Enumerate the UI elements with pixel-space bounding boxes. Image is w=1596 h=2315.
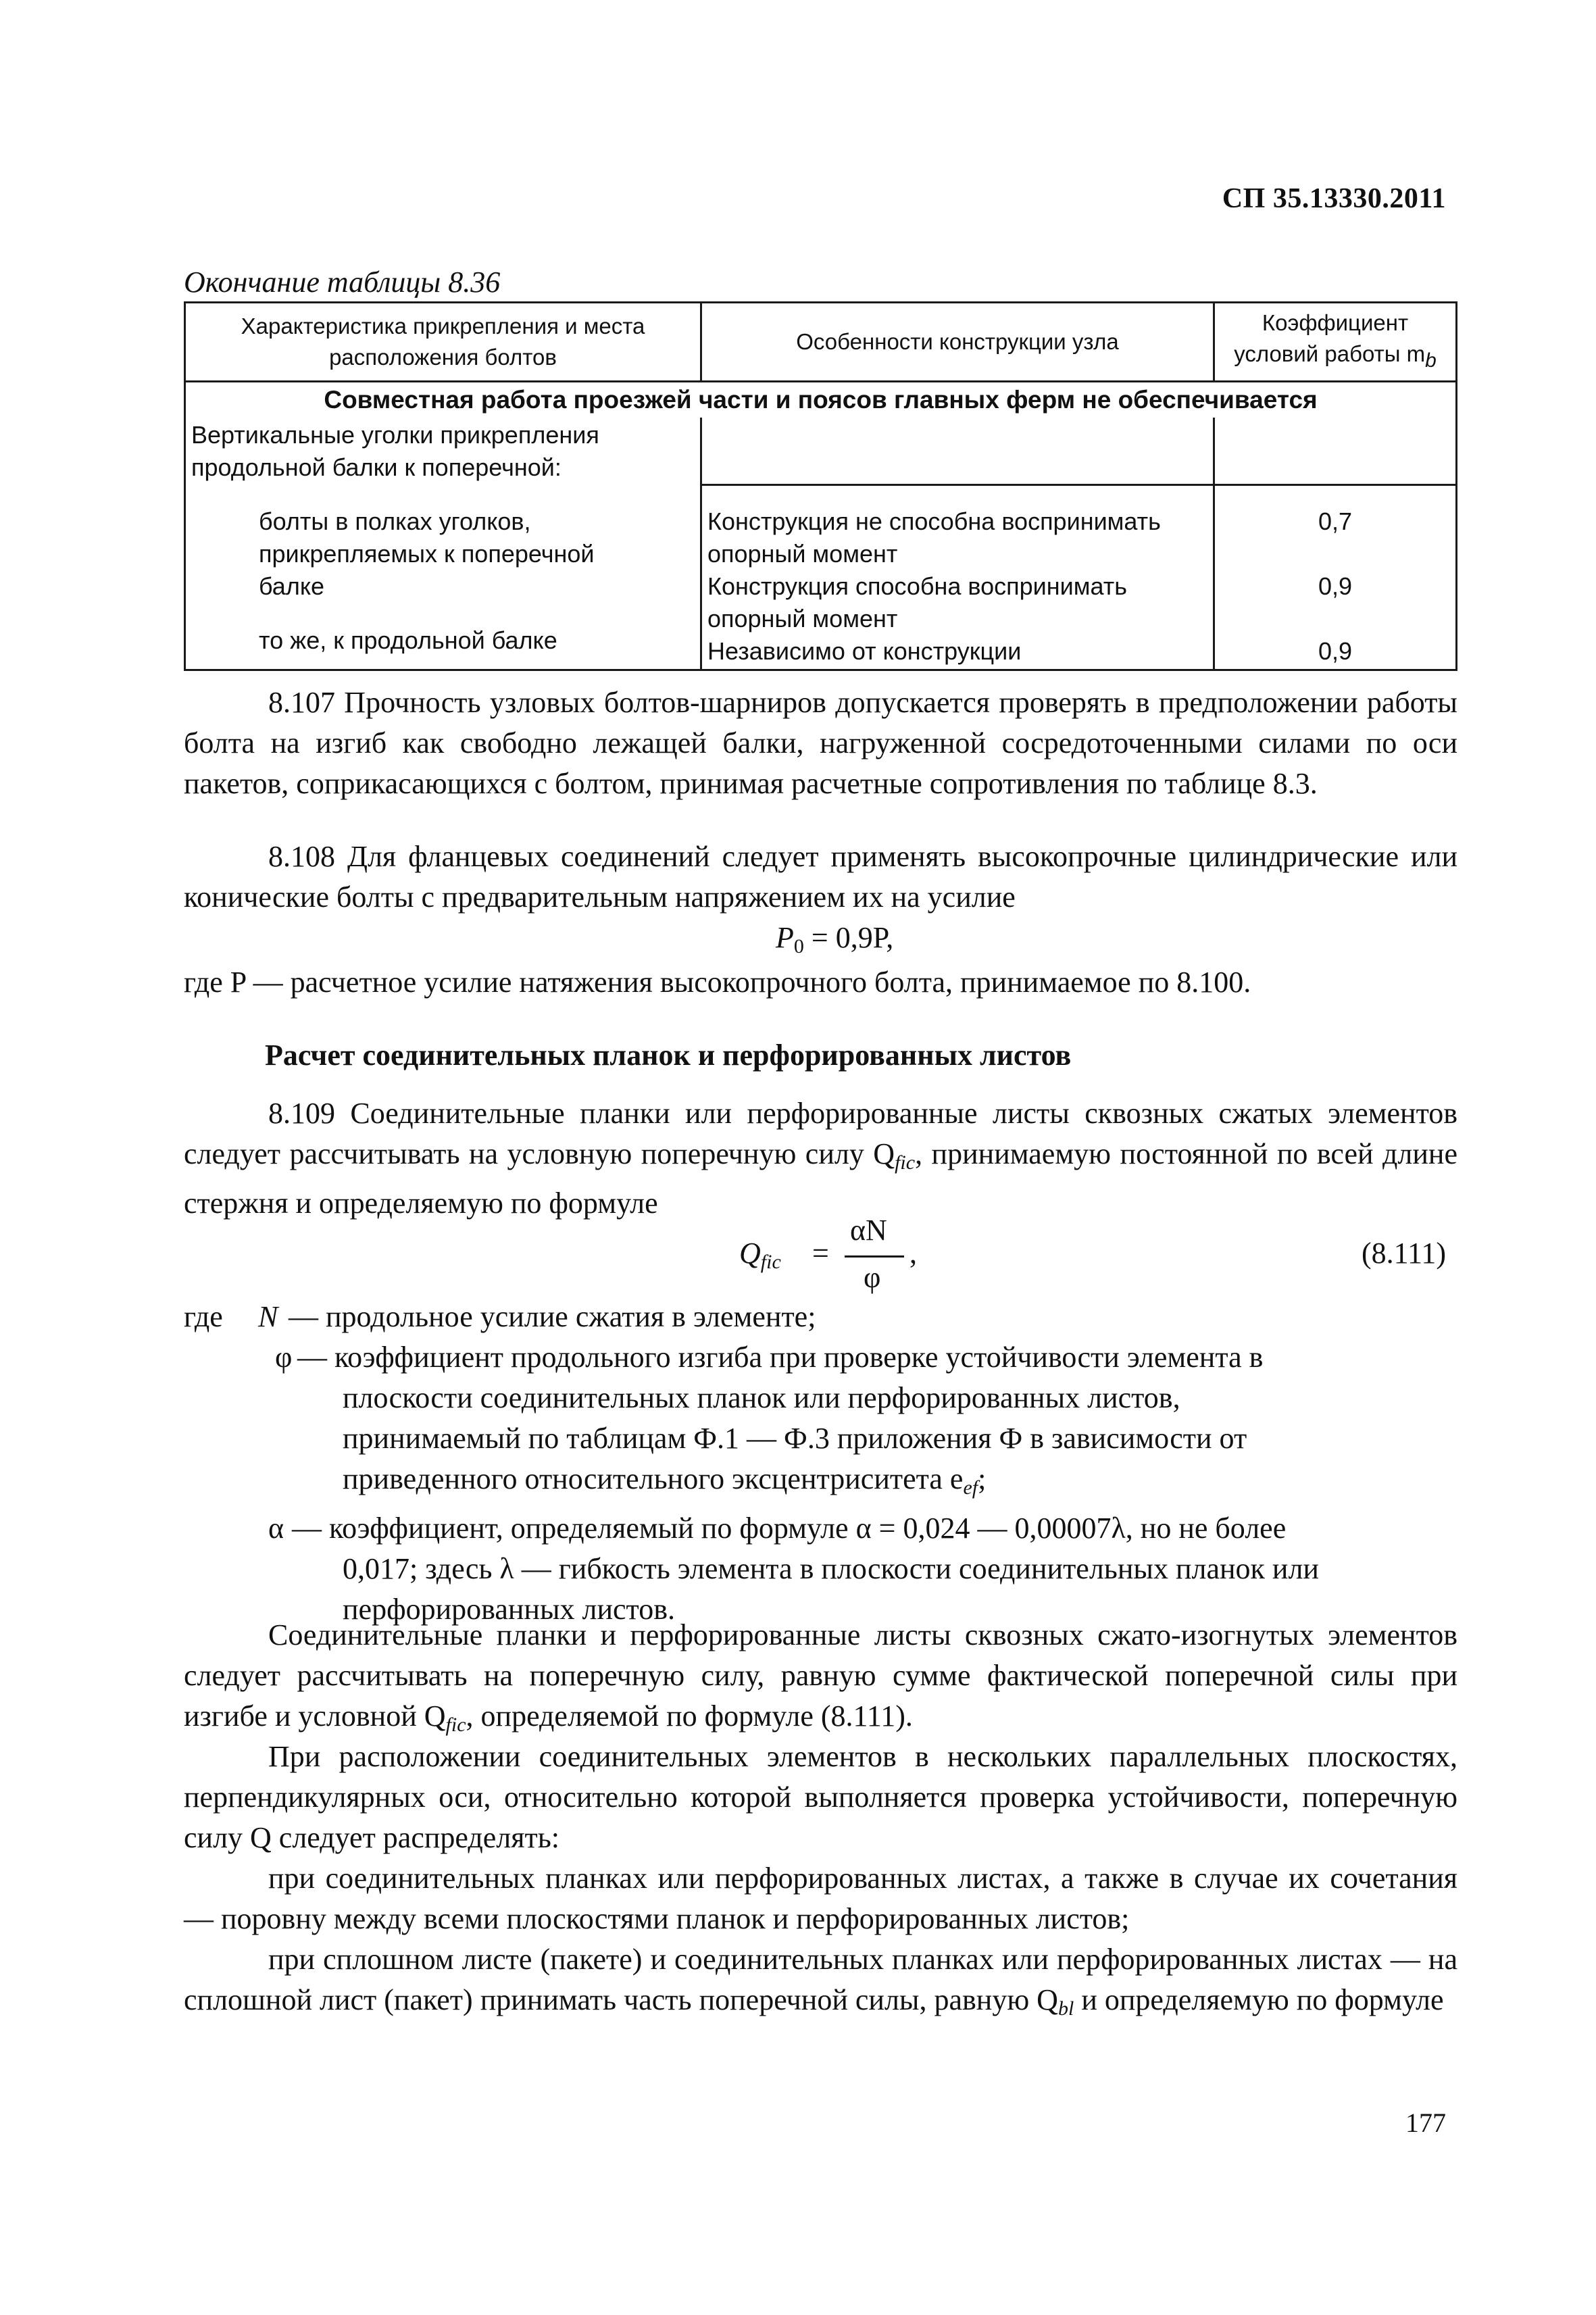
- paragraph-where-p: где P — расчетное усилие натяжения высокопрочного болта, принимаемое по 8.100.: [184, 966, 1251, 999]
- paragraph-8-109: 8.109 Соединительные планки или перфорированные листы сквозных сжатых элементов следует рассчитывать на условную поперечную силу $Q_{fic}$, принимаемую постоянной по всей длине стержня и определяемую по формуле: [184, 1097, 1457, 1220]
- section-title: Совместная работа проезжей части и поясов главных ферм не обеспечивается: [185, 382, 1457, 418]
- table-8-36: [184, 301, 1457, 671]
- paragraph-multiple-planes: При расположении соединительных элементов в нескольких параллельных плоскостях, перпендикулярных оси, относительно которой выполняется проверка устойчивости, поперечную силу Q следует распределять:: [184, 1740, 1457, 1854]
- paragraph-solid-sheet: при сплошном листе (пакете) и соединительных планках или перфорированных листах — на сплошной лист (пакет) принимать часть поперечной силы, равную $Q_{bl}$ и определяемую по формуле: [184, 1943, 1457, 2020]
- cell-attachment: Вертикальные уголки прикрепления продольной балки к поперечной: болты в полках уголков, прикрепляемых к поперечной балке то же, к продольной балке: [185, 418, 701, 669]
- formula-p0: P0 = 0,9P,: [776, 921, 894, 957]
- table-header-row: [185, 303, 1457, 382]
- paragraph-combined-load: Соединительные планки и перфорированные листы сквозных сжато-изогнутых элементов следует рассчитывать на поперечную силу, равную сумме фактической поперечной силы при изгибе и условной $Q_{fic}$, определяемой по формуле (8.111).: [184, 1618, 1457, 1736]
- header-col-coefficient: Коэффициент условий работы mb: [1214, 303, 1457, 382]
- cell-coefficient: 0,7 0,9 0,9: [1214, 418, 1457, 669]
- where-list: [184, 1297, 1457, 1630]
- table-section-row: [185, 382, 1457, 418]
- header-col-features: Особенности конструкции узла: [701, 303, 1214, 382]
- formula-8-111: $Q_{fic}$ = αN φ ,: [739, 1214, 917, 1294]
- equation-number: (8.111): [1361, 1237, 1446, 1270]
- where-item-phi: φ — коэффициент продольного изгиба при проверке устойчивости элемента в плоскости соединительных планок или перфорированных листов, принимаемый по таблицам Ф.1 — Ф.3 приложения Ф в зависимости от приведенного относительного эксцентриситета $e_{ef}$;: [275, 1341, 1264, 1499]
- document-code: СП 35.13330.2011: [1222, 183, 1446, 214]
- where-item-N: где N — продольное усилие сжатия в элементе;: [184, 1300, 816, 1333]
- paragraph-8-107: 8.107 Прочность узловых болтов-шарниров допускается проверять в предположении работы болта на изгиб как свободно лежащей балки, нагруженной сосредоточенными силами по оси пакетов, соприкасающихся с болтом, принимая расчетные сопротивления по таблице 8.3.: [184, 686, 1457, 800]
- paragraph-planks: при соединительных планках или перфорированных листах, а также в случае их сочетания — поровну между всеми плоскостями планок и перфорированных листов;: [184, 1862, 1457, 1935]
- page-number: 177: [1405, 2108, 1446, 2138]
- cell-features: Конструкция не способна воспринимать опорный момент Конструкция способна воспринимать опорный момент Независимо от конструкции: [701, 418, 1214, 669]
- paragraph-8-108: 8.108 Для фланцевых соединений следует применять высокопрочные цилиндрические или конические болты с предварительным напряжением их на усилие: [184, 840, 1457, 914]
- where-item-alpha: α — коэффициент, определяемый по формуле α = 0,024 — 0,00007λ, но не более 0,017; здесь λ — гибкость элемента в плоскости соединительных планок или перфорированных листов.: [268, 1512, 1319, 1626]
- fraction-bar: [845, 1255, 904, 1258]
- table-row: [185, 418, 1457, 669]
- section-heading: Расчет соединительных планок и перфорированных листов: [265, 1039, 1072, 1072]
- header-col-attachment: Характеристика прикрепления и места расположения болтов: [185, 303, 701, 382]
- table-caption: Окончание таблицы 8.36: [184, 266, 501, 299]
